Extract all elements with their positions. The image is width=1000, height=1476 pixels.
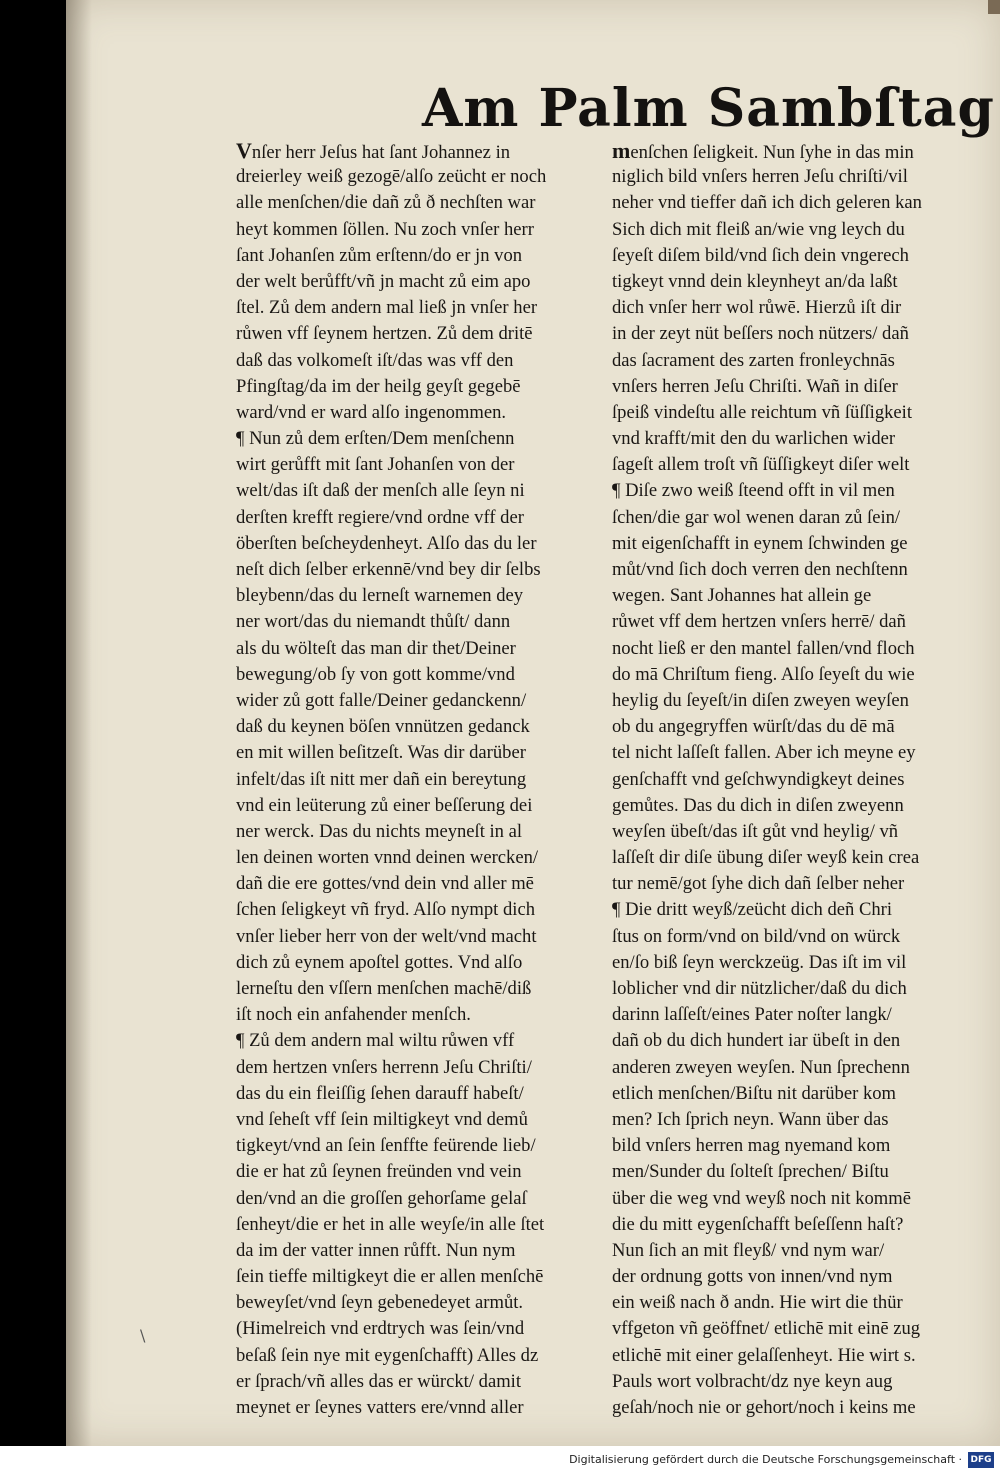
text-line: der ordnung gotts von innen/vnd nym [612,1266,893,1288]
text-line: dañ die ere gottes/vnd dein vnd aller mē [236,873,534,895]
text-line: niglich bild vnſers herren Jeſu chriſti/vil [612,166,908,188]
text-line: vnd krafft/mit den du warlichen wider [612,428,896,450]
text-line: etlichē mit einer gelaſſenheyt. Hie wirt s. [612,1344,916,1366]
text-line: tur nemē/got ſyhe dich dañ ſelber neher [612,873,905,895]
text-line: iſt noch ein anfahender menſch. [236,1004,471,1026]
text-line: etlich menſchen/Biſtu nit darüber kom [612,1082,896,1104]
text-line: wider zů gott falle/Deiner gedanckenn/ [236,689,527,711]
text-line: anderen zweyen weyſen. Nun ſprechenn [612,1056,910,1078]
text-line: ſenheyt/die er het in alle weyſe/in alle ſtet [236,1213,545,1235]
text-line: Nun ſich an mit fleyß/ vnd nym war/ [612,1239,885,1261]
text-line: menſchen ſeligkeit. Nun ſyhe in das min [612,138,914,163]
text-line: tigkeyt vnnd dein kleynheyt an/da laßt [612,270,898,292]
text-line: das ſacrament des zarten fronleychnās [612,349,895,371]
text-line: ¶ Die dritt weyß/zeücht dich deñ Chri [612,899,893,921]
text-line: ner werck. Das du nichts meyneſt in al [236,820,523,842]
text-line: ¶ Zů dem andern mal wiltu růwen vff [236,1030,515,1052]
text-line: ſtus on form/vnd on bild/vnd on würck [612,925,901,947]
text-line: en mit willen beſitzeſt. Was dir darüber [236,742,526,764]
text-line: mit eigenſchafft in eynem ſchwinden ge [612,532,908,554]
right-column [612,138,976,1421]
text-line: dich vnſer herr wol růwē. Hierzů iſt dir [612,297,902,319]
text-line: men/Sunder du ſolteſt ſprechen/ Biſtu [612,1161,889,1183]
corner-mark [988,0,1000,14]
text-line: neſt dich ſelber erkennē/vnd bey dir ſelbs [236,559,541,580]
stray-mark: \ [140,1326,146,1345]
text-line: heylig du ſeyeſt/in diſen zweyen weyſen [612,689,909,711]
text-line: darinn laſſeſt/eines Pater noſter langk/ [612,1004,892,1026]
text-line: beſaß ſein nye mit eygenſchafft) Alles dz [236,1344,539,1366]
text-line: bewegung/ob ſy von gott komme/vnd [236,663,515,685]
text-line: len deinen worten vnnd deinen wercken/ [236,847,539,869]
text-line: ward/vnd er ward alſo ingenommen. [236,401,507,423]
text-line: Vnſer herr Jeſus hat ſant Johannez in [236,138,511,163]
text-line: vffgeton vñ geöffnet/ etlichē mit einē zug [612,1318,921,1340]
text-line: bleybenn/das du lerneſt warnemen dey [236,585,524,607]
text-line: die du mitt eygenſchafft beſeſſenn haſt? [612,1213,904,1235]
text-line: loblicher vnd dir nützlicher/daß du dich [612,978,907,999]
text-line: men? Ich ſprich neyn. Wann über das [612,1108,889,1130]
text-line: infelt/das iſt nitt mer dañ ein bereytung [236,768,527,790]
text-line: den/vnd an die groſſen gehorſame gelaſ [236,1187,527,1209]
text-line: dich zů eynem apoſtel gottes. Vnd alſo [236,951,523,973]
text-line: ner wort/das du niemandt thůſt/ dann [236,611,511,633]
text-line: in der zeyt nüt beſſers noch nützers/ dañ [612,323,909,345]
text-line: en/ſo biß ſeyn werckzeüg. Das iſt im vil [612,951,907,973]
text-line: die er hat zů ſeynen freünden vnd vein [236,1161,522,1183]
text-line: ¶ Diſe zwo weiß ſteend offt in vil men [612,480,895,502]
text-line: genſchafft vnd geſchwyndigkeyt deines [612,768,905,790]
text-line: Pauls wort volbracht/dz nye keyn aug [612,1370,893,1392]
left-column [236,138,606,1421]
text-line: meynet er ſeynes vatters ere/vnnd aller [236,1397,524,1418]
text-line: ¶ Nun zů dem erſten/Dem menſchenn [236,428,515,450]
text-line: ein weiß nach ð andn. Hie wirt die thür [612,1292,903,1314]
running-head: Am Palm Sambſtag [422,78,995,139]
text-line: do mā Chriſtum fieng. Alſo ſeyeſt du wie [612,663,915,685]
text-line: neher vnd tieffer dañ ich dich geleren kan [612,192,922,214]
text-line: vnſers herren Jeſu Chriſti. Wañ in diſer [612,375,898,397]
digitization-footer [0,1446,1000,1476]
text-line: geſah/noch nie or gehort/noch i keins me [612,1397,916,1418]
text-line: ſchen ſeligkeyt vñ fryd. Alſo nympt dich [236,899,535,921]
footer-credit: Digitalisierung gefördert durch die Deutsche Forschungsgemeinschaft · [569,1453,962,1466]
text-line: gemůtes. Das du dich in diſen zweyenn [612,794,904,816]
text-line: der welt berůfft/vñ jn macht zů eim apo [236,270,531,292]
text-line: bild vnſers herren mag nyemand kom [612,1135,891,1157]
text-line: beweyſet/vnd ſeyn gebenedeyet armůt. [236,1292,524,1314]
text-line: ſant Johanſen zům erſtenn/do er jn von [236,244,523,266]
text-line: ſeyeſt diſem bild/vnd ſich dein vngerech [612,244,909,266]
text-line: über die weg vnd weyß noch nit kommē [612,1187,911,1209]
text-line: ſchen/die gar wol wenen daran zů ſein/ [612,506,901,528]
text-line: růwet vff dem hertzen vnſers herrē/ dañ [612,611,906,633]
book-page [66,0,1000,1446]
text-line: dreierley weiß gezogē/alſo zeücht er noch [236,166,547,188]
text-line: als du wölteſt das man dir thet/Deiner [236,637,516,659]
text-line: heyt kommen ſöllen. Nu zoch vnſer herr [236,218,534,240]
text-line: öberſten beſcheydenheyt. Alſo das du ler [236,532,537,554]
text-line: vnd ein leüterung zů einer beſſerung dei [236,794,533,816]
text-line: Pfingſtag/da im der heilg geyſt gegebē [236,375,521,397]
text-line: tigkeyt/vnd an ſein ſenffte feürende lieb/ [236,1135,536,1157]
text-line: daß das volkomeſt iſt/das was vff den [236,349,514,371]
text-line: dem hertzen vnſers herrenn Jeſu Chriſti/ [236,1056,532,1078]
dfg-logo: DFG [968,1452,994,1468]
text-line: (Himelreich vnd erdtrych was ſein/vnd [236,1318,525,1340]
text-line: nocht ließ er den mantel fallen/vnd floch [612,637,915,659]
text-line: welt/das iſt daß der menſch alle ſeyn ni [236,480,525,502]
text-line: ſageſt allem troſt vñ ſüſſigkeyt diſer welt [612,454,910,476]
text-line: er ſprach/vñ alles das er würckt/ damit [236,1370,521,1392]
text-line: das du ein fleiſſig ſehen darauff habeſt/ [236,1082,524,1104]
text-line: tel nicht laſſeſt fallen. Aber ich meyne ey [612,742,916,764]
text-line: lerneſtu den vſſern menſchen machē/diß [236,978,532,999]
spine-shadow [66,0,92,1446]
text-line: ſtel. Zů dem andern mal ließ jn vnſer her [236,297,538,319]
text-line: můt/vnd ſich doch verren den nechſtenn [612,559,908,580]
text-line: vnſer lieber herr von der welt/vnd macht [236,925,537,947]
text-line: ob du angegryffen würſt/das du dē mā [612,716,895,738]
text-line: alle menſchen/die dañ zů ð nechſten war [236,192,536,214]
text-line: ſein tieffe miltigkeyt die er allen menſchē [236,1266,544,1288]
text-line: Sich dich mit fleiß an/wie vng leych du [612,218,905,240]
text-line: dañ ob du dich hundert iar übeſt in den [612,1030,901,1052]
text-line: da im der vatter innen růfft. Nun nym [236,1239,516,1261]
text-line: wegen. Sant Johannes hat allein ge [612,585,872,607]
text-line: ſpeiß vindeſtu alle reichtum vñ ſüſſigkeit [612,401,913,423]
text-line: laſſeſt dir diſe übung diſer weyß kein crea [612,847,920,869]
text-line: derſten krefft regiere/vnd ordne vff der [236,506,524,528]
text-line: vnd ſeheſt vff ſein miltigkeyt vnd demů [236,1108,528,1130]
text-line: weyſen übeſt/das iſt gůt vnd heylig/ vñ [612,820,899,842]
text-line: daß du keynen böſen vnnützen gedanck [236,716,530,738]
text-line: růwen vff ſeynem hertzen. Zů dem dritē [236,323,533,345]
text-line: wirt gerůfft mit ſant Johanſen von der [236,454,515,476]
